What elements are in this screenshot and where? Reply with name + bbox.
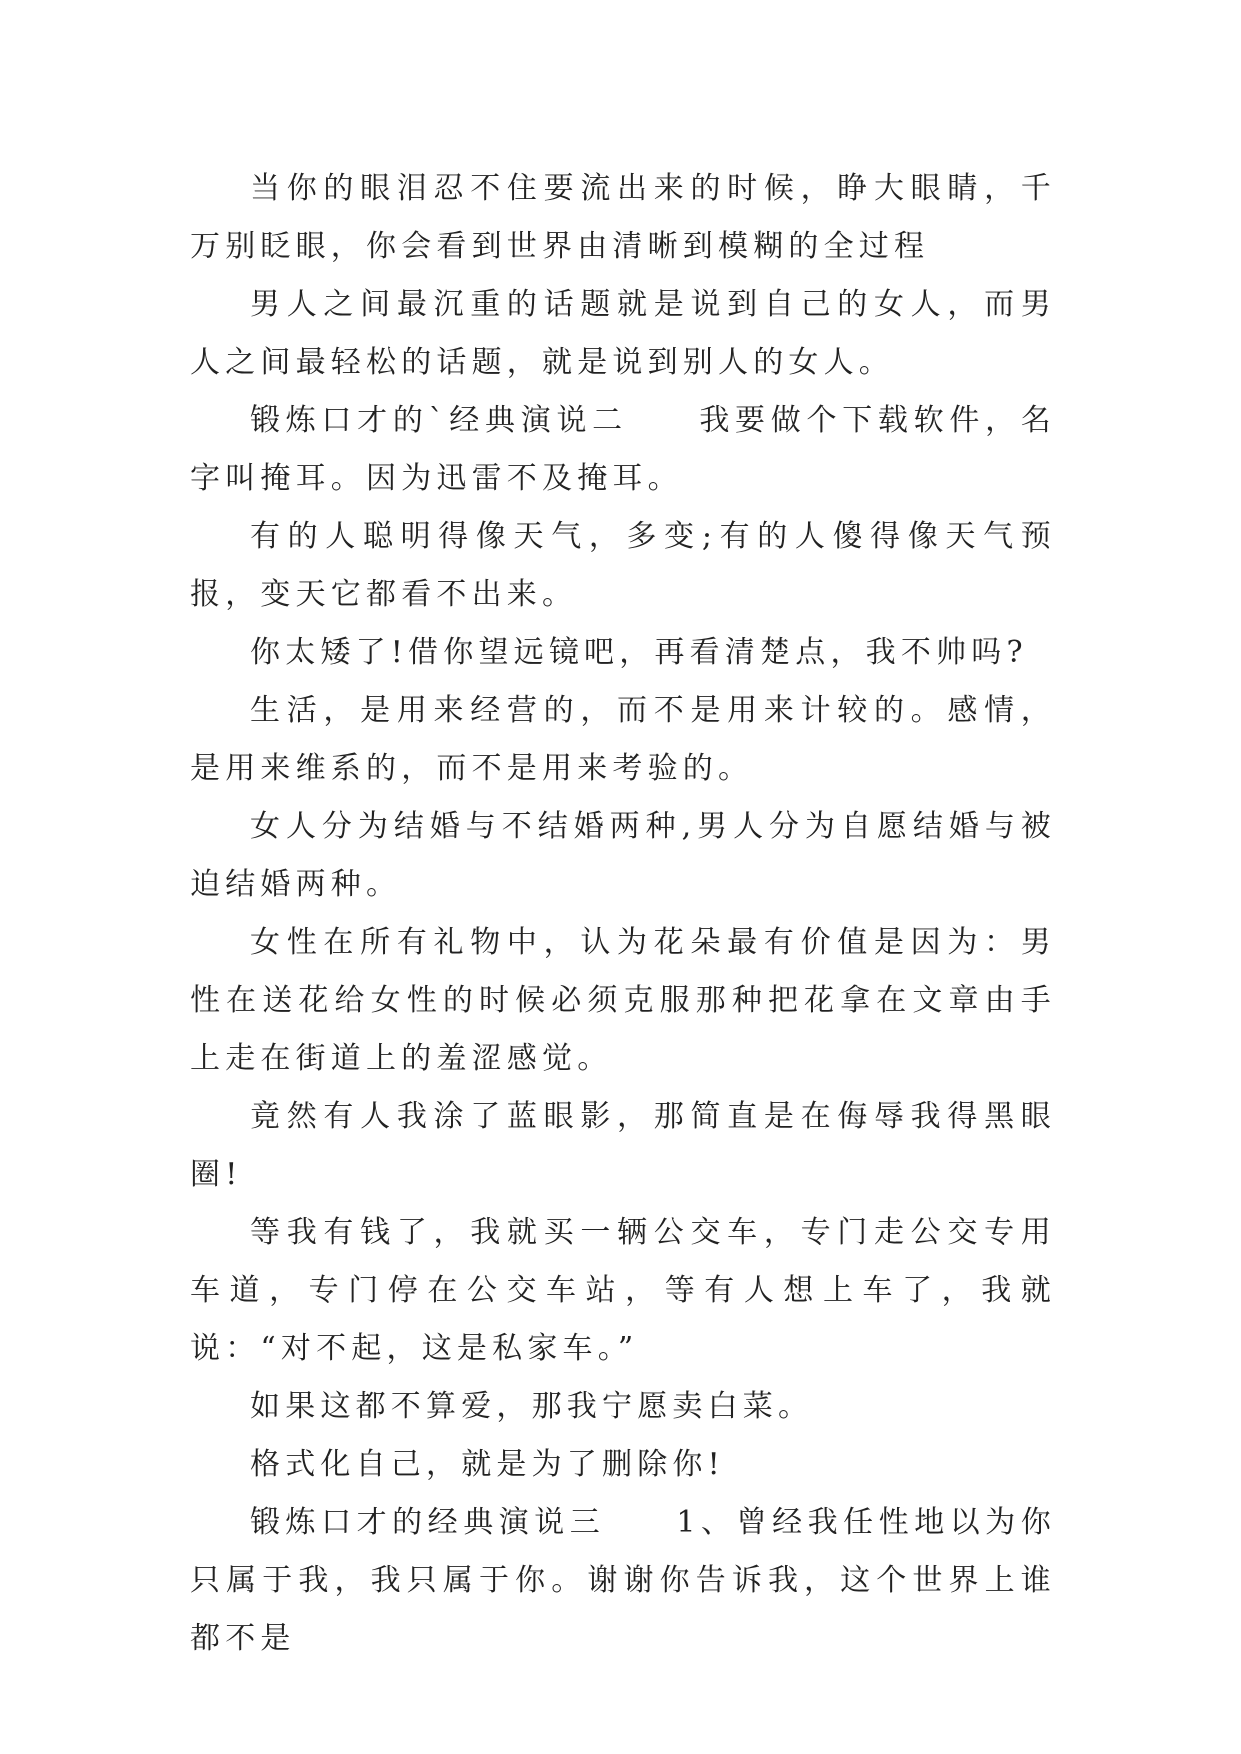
paragraph-4: 有的人聪明得像天气，多变;有的人傻得像天气预报，变天它都看不出来。 <box>190 519 1056 612</box>
paragraph-10: 等我有钱了，我就买一辆公交车，专门走公交专用车道，专门停在公交车站，等有人想上车了，我就说：“对不起，这是私家车。” <box>190 1215 1056 1366</box>
paragraph-6: 生活，是用来经营的，而不是用来计较的。感情，是用来维系的，而不是用来考验的。 <box>190 693 1056 786</box>
paragraph-7: 女人分为结婚与不结婚两种,男人分为自愿结婚与被迫结婚两种。 <box>190 809 1056 902</box>
paragraph-2: 男人之间最沉重的话题就是说到自己的女人，而男人之间最轻松的话题，就是说到别人的女人。 <box>190 287 1056 380</box>
paragraph-1: 当你的眼泪忍不住要流出来的时候，睁大眼睛，千万别眨眼，你会看到世界由清晰到模糊的全过程 <box>190 171 1056 264</box>
paragraph-13: 锻炼口才的经典演说三 1、曾经我任性地以为你只属于我，我只属于你。谢谢你告诉我，这个世界上谁都不是 <box>190 1505 1056 1656</box>
paragraph-3: 锻炼口才的`经典演说二 我要做个下载软件，名字叫掩耳。因为迅雷不及掩耳。 <box>190 403 1056 496</box>
paragraph-8: 女性在所有礼物中，认为花朵最有价值是因为：男性在送花给女性的时候必须克服那种把花拿在文章由手上走在街道上的羞涩感觉。 <box>190 925 1056 1076</box>
paragraph-12: 格式化自己，就是为了删除你! <box>250 1447 725 1482</box>
document-page <box>190 160 1056 1668</box>
paragraph-9: 竟然有人我涂了蓝眼影，那简直是在侮辱我得黑眼圈! <box>190 1099 1056 1192</box>
paragraph-5: 你太矮了!借你望远镜吧，再看清楚点，我不帅吗? <box>250 635 1028 670</box>
paragraph-11: 如果这都不算爱，那我宁愿卖白菜。 <box>250 1389 814 1424</box>
